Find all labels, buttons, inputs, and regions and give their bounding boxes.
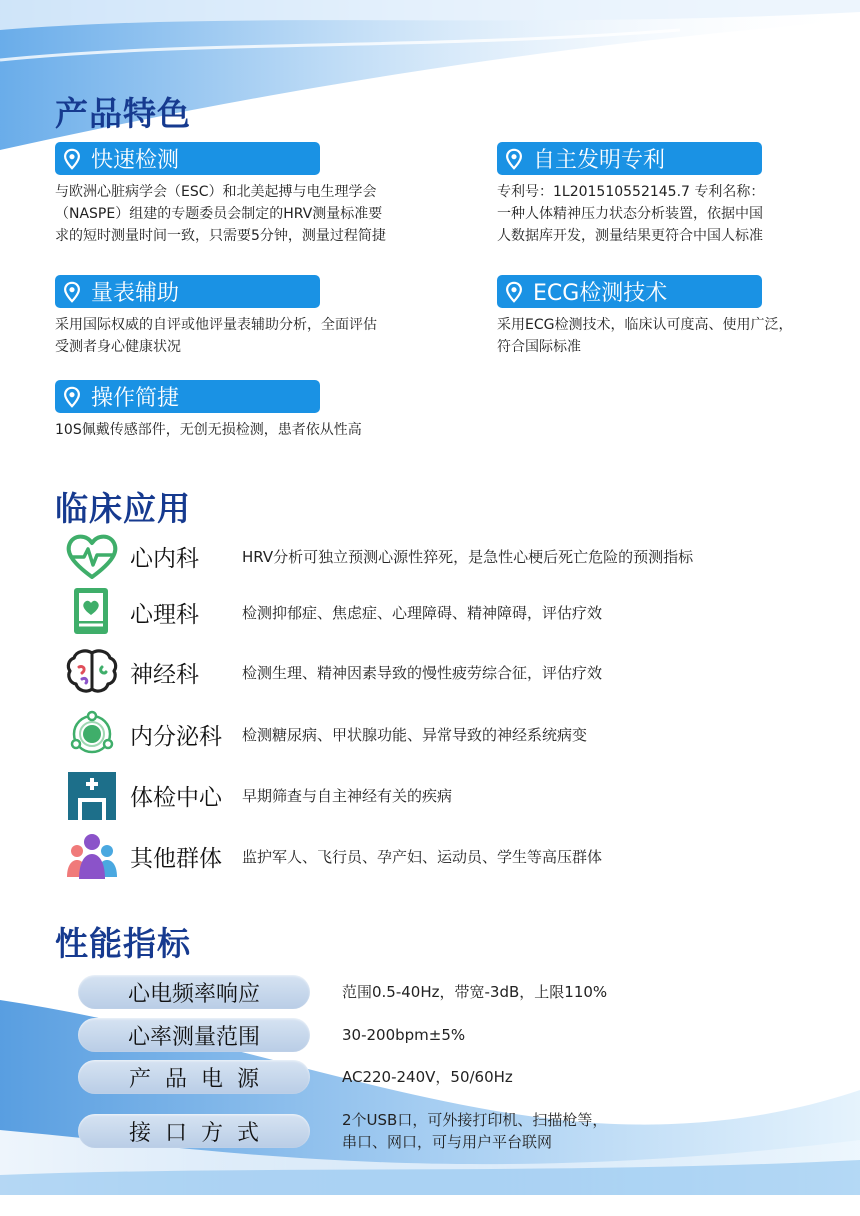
clinical-row-other-groups — [62, 829, 822, 883]
perf-row — [78, 1018, 798, 1052]
section-title-performance: 性能指标 — [55, 924, 191, 963]
feature-desc: 10S佩戴传感部件，无创无损检测，患者依从性高 — [55, 422, 362, 438]
clinical-dept-name: 心内科 — [130, 545, 199, 572]
brain-icon — [62, 645, 122, 699]
feature-desc: 与欧洲心脏病学会（ESC）和北美起搏与电生理学会 （NASPE）组建的专题委员会制定的HRV测量标准要 求的短时测量时间一致，只需要5分钟，测量过程简捷 — [55, 184, 386, 244]
feature-ecg — [497, 275, 827, 358]
feature-title: 操作简捷 — [91, 386, 180, 411]
location-pin-icon — [503, 281, 525, 303]
feature-pill — [55, 380, 320, 413]
perf-value: AC220-240V，50/60Hz — [342, 1068, 513, 1086]
feature-pill — [497, 275, 762, 308]
perf-label: 心率测量范围 — [78, 1018, 310, 1052]
clinical-dept-name: 内分泌科 — [130, 723, 222, 750]
hospital-icon — [62, 768, 122, 822]
clinical-row-neurology — [62, 645, 822, 699]
heart-pulse-icon — [62, 529, 122, 583]
clinical-dept-name: 其他群体 — [130, 845, 222, 872]
clinical-row-psychology — [62, 585, 822, 639]
perf-label: 接口方式 — [78, 1114, 310, 1148]
clinical-row-checkup — [62, 768, 822, 822]
location-pin-icon — [503, 148, 525, 170]
feature-pill — [497, 142, 762, 175]
feature-pill — [55, 142, 320, 175]
feature-title: 快速检测 — [91, 148, 180, 173]
feature-fast-detection — [55, 142, 385, 247]
perf-label: 产品电源 — [78, 1060, 310, 1094]
heart-document-icon — [62, 585, 122, 639]
feature-title: ECG检测技术 — [533, 281, 668, 306]
people-group-icon — [62, 829, 122, 883]
clinical-dept-desc: 检测生理、精神因素导致的慢性疲劳综合征，评估疗效 — [242, 663, 603, 682]
clinical-dept-name: 心理科 — [130, 601, 199, 628]
perf-row — [78, 1109, 798, 1153]
feature-desc: 采用国际权威的自评或他评量表辅助分析，全面评估 受测者身心健康状况 — [55, 317, 377, 355]
feature-scale-assist — [55, 275, 385, 358]
location-pin-icon — [61, 386, 83, 408]
perf-value: 范围0.5-40Hz，带宽-3dB，上限110% — [342, 983, 608, 1001]
clinical-dept-name: 神经科 — [130, 661, 199, 688]
section-title-clinical: 临床应用 — [55, 489, 191, 528]
clinical-row-cardiology — [62, 529, 822, 583]
perf-label: 心电频率响应 — [78, 975, 310, 1009]
clinical-dept-desc: 早期筛查与自主神经有关的疾病 — [242, 786, 453, 805]
perf-value: 30-200bpm±5% — [342, 1026, 466, 1044]
perf-value: 2个USB口，可外接打印机、扫描枪等， 串口、网口，可与用户平台联网 — [342, 1111, 608, 1151]
perf-row — [78, 975, 798, 1009]
endocrine-icon — [62, 707, 122, 761]
clinical-dept-name: 体检中心 — [130, 784, 222, 811]
clinical-dept-desc: HRV分析可独立预测心源性猝死，是急性心梗后死亡危险的预测指标 — [242, 547, 694, 566]
clinical-dept-desc: 检测糖尿病、甲状腺功能、异常导致的神经系统病变 — [242, 725, 588, 744]
section-title-features: 产品特色 — [55, 94, 191, 133]
perf-row — [78, 1060, 798, 1094]
feature-desc: 专利号：1L201510552145.7 专利名称： 一种人体精神压力状态分析装置，依据中国 人数据库开发，测量结果更符合中国人标准 — [497, 184, 765, 244]
feature-pill — [55, 275, 320, 308]
feature-easy-operation — [55, 380, 385, 441]
location-pin-icon — [61, 281, 83, 303]
clinical-dept-desc: 检测抑郁症、焦虑症、心理障碍、精神障碍，评估疗效 — [242, 603, 603, 622]
feature-title: 自主发明专利 — [533, 148, 666, 173]
clinical-dept-desc: 监护军人、飞行员、孕产妇、运动员、学生等高压群体 — [242, 847, 603, 866]
feature-desc: 采用ECG检测技术，临床认可度高、使用广泛， 符合国际标准 — [497, 317, 793, 355]
feature-patent — [497, 142, 827, 247]
clinical-row-endocrinology — [62, 707, 822, 761]
feature-title: 量表辅助 — [91, 281, 180, 306]
location-pin-icon — [61, 148, 83, 170]
